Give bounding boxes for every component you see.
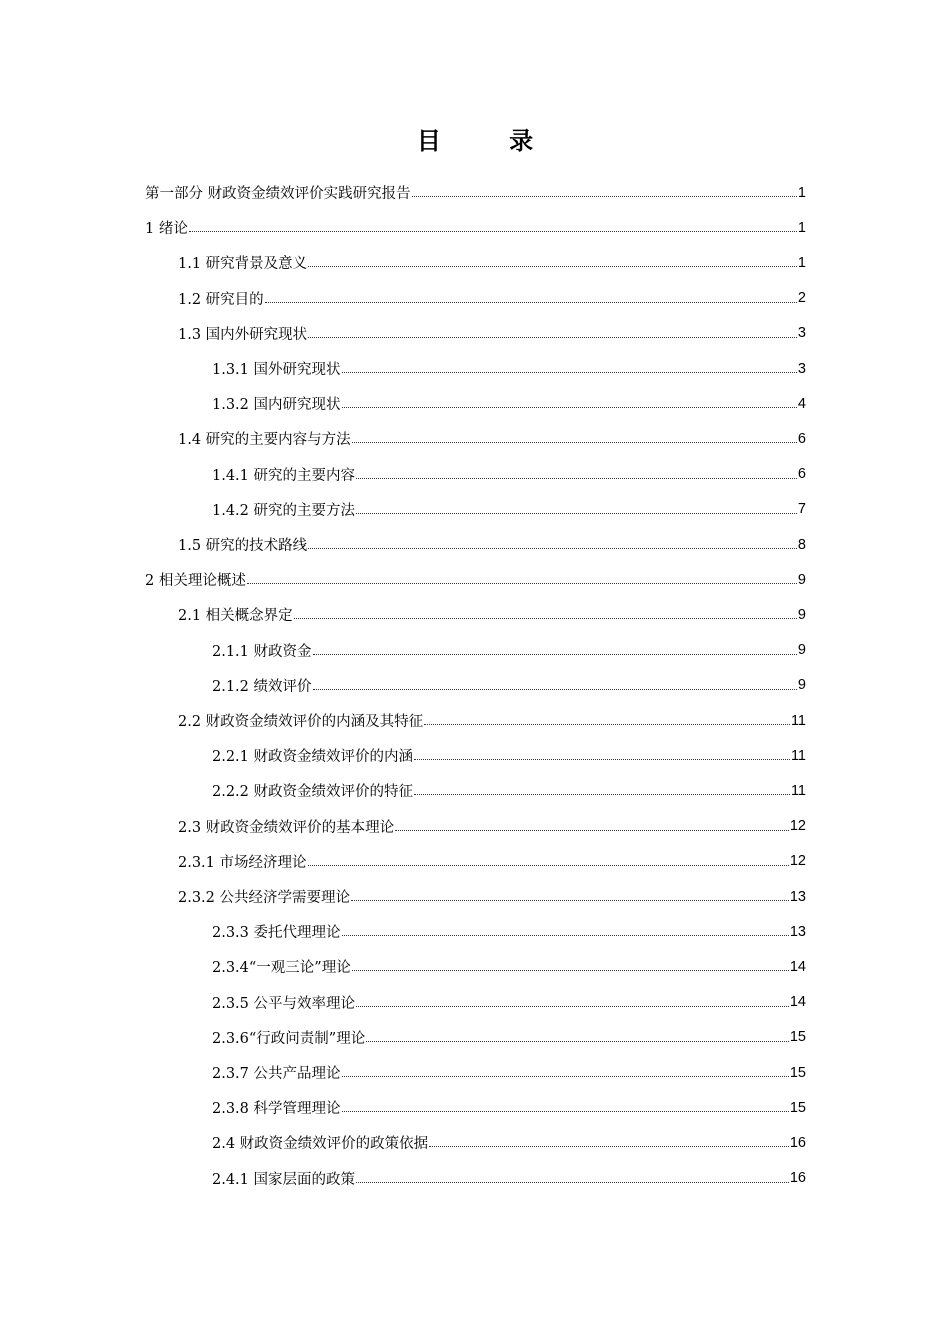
toc-entry[interactable] xyxy=(212,1125,806,1160)
toc-entry-label: 2.4.1 国家层面的政策 xyxy=(212,1171,356,1188)
toc-entry-label: 2.3.7 公共产品理论 xyxy=(212,1066,341,1082)
toc-entry[interactable] xyxy=(145,210,806,245)
toc-entry[interactable] xyxy=(178,421,806,456)
toc-entry-page-number: 7 xyxy=(797,501,806,518)
dot-leader xyxy=(395,816,789,831)
toc-entry[interactable] xyxy=(178,879,806,914)
toc-entry-page-number: 9 xyxy=(797,642,806,659)
toc-entry-page-number: 1 xyxy=(797,219,806,236)
toc-entry-label: 2.3.2 公共经济学需要理论 xyxy=(178,890,351,906)
dot-leader xyxy=(356,499,797,514)
toc-entry[interactable] xyxy=(178,809,806,844)
toc-entry[interactable] xyxy=(212,914,806,949)
dot-leader xyxy=(352,956,789,971)
toc-entry-page-number: 6 xyxy=(797,466,806,483)
toc-entry-label: 2.3.6“行政问责制”理论 xyxy=(212,1030,366,1047)
toc-entry[interactable] xyxy=(212,985,806,1020)
toc-entry[interactable] xyxy=(178,844,806,879)
toc-entry-page-number: 9 xyxy=(797,571,806,588)
toc-entry[interactable] xyxy=(212,351,806,386)
toc-entry[interactable] xyxy=(145,175,806,210)
toc-entry-page-number: 11 xyxy=(790,712,806,729)
toc-entry-page-number: 1 xyxy=(797,184,806,201)
dot-leader xyxy=(414,780,790,795)
toc-entry-label: 2.3.3 委托代理理论 xyxy=(212,925,341,942)
dot-leader xyxy=(412,182,797,197)
dot-leader xyxy=(429,1132,789,1147)
toc-entry-page-number: 1 xyxy=(797,254,806,271)
toc-entry-page-number: 16 xyxy=(789,1134,806,1151)
dot-leader xyxy=(356,992,789,1007)
toc-entry[interactable] xyxy=(212,633,806,668)
dot-leader xyxy=(342,358,797,373)
toc-entry-page-number: 15 xyxy=(789,1029,806,1046)
toc-entry-page-number: 11 xyxy=(790,747,806,764)
toc-entry-page-number: 3 xyxy=(797,325,806,342)
toc-entry-page-number: 8 xyxy=(797,536,806,553)
toc-entry-label: 第一部分 财政资金绩效评价实践研究报告 xyxy=(145,186,411,202)
dot-leader xyxy=(308,851,789,866)
toc-entry[interactable] xyxy=(212,1090,806,1125)
dot-leader xyxy=(342,921,789,936)
toc-entry-label: 1.4.1 研究的主要内容 xyxy=(212,467,356,484)
toc-entry-page-number: 13 xyxy=(789,923,806,940)
toc-entry-label: 2 相关理论概述 xyxy=(145,573,246,590)
toc-entry[interactable] xyxy=(212,668,806,703)
toc-entry-page-number: 14 xyxy=(789,994,806,1011)
toc-entry-page-number: 15 xyxy=(789,1099,806,1116)
toc-entry-page-number: 9 xyxy=(797,606,806,623)
toc-entry-page-number: 13 xyxy=(789,888,806,905)
dot-leader xyxy=(414,745,790,760)
toc-entry-label: 2.3.1 市场经济理论 xyxy=(178,854,307,871)
dot-leader xyxy=(294,604,797,619)
toc-entry-label: 1 绪论 xyxy=(145,221,188,238)
toc-entry[interactable] xyxy=(178,316,806,351)
toc-entry-label: 1.4 研究的主要内容与方法 xyxy=(178,432,351,449)
toc-entry-page-number: 12 xyxy=(789,818,806,835)
toc-entry-page-number: 3 xyxy=(797,360,806,377)
toc-entry-label: 2.3.8 科学管理理论 xyxy=(212,1101,341,1118)
toc-entry-label: 1.2 研究目的 xyxy=(178,291,264,308)
dot-leader xyxy=(342,393,797,408)
toc-entry-label: 1.5 研究的技术路线 xyxy=(178,538,308,554)
toc-entry[interactable] xyxy=(212,1020,806,1055)
toc-entry-label: 2.3 财政资金绩效评价的基本理论 xyxy=(178,819,395,836)
toc-entry[interactable] xyxy=(212,773,806,808)
toc-entry[interactable] xyxy=(212,492,806,527)
toc-entry[interactable] xyxy=(212,457,806,492)
toc-entry-page-number: 6 xyxy=(797,430,806,447)
dot-leader xyxy=(351,886,789,901)
toc-entry-page-number: 2 xyxy=(797,290,806,307)
dot-leader xyxy=(265,288,797,303)
toc-entry-label: 2.3.5 公平与效率理论 xyxy=(212,995,356,1012)
toc-entry[interactable] xyxy=(145,562,806,597)
dot-leader xyxy=(308,534,797,549)
toc-entry[interactable] xyxy=(212,1161,806,1196)
toc-entry[interactable] xyxy=(212,1055,806,1090)
dot-leader xyxy=(308,252,797,267)
page-title: 目 录 xyxy=(416,126,564,155)
dot-leader xyxy=(356,464,797,479)
toc-entry[interactable] xyxy=(178,245,806,280)
toc-entry-page-number: 9 xyxy=(797,677,806,694)
dot-leader xyxy=(189,217,797,232)
dot-leader xyxy=(352,428,797,443)
toc-entry-page-number: 14 xyxy=(789,958,806,975)
toc-entry[interactable] xyxy=(178,597,806,632)
toc-entry[interactable] xyxy=(212,738,806,773)
dot-leader xyxy=(424,710,790,725)
toc-entry[interactable] xyxy=(178,527,806,562)
toc-entry-label: 2.2.1 财政资金绩效评价的内涵 xyxy=(212,749,414,766)
toc-entry-label: 2.4 财政资金绩效评价的政策依据 xyxy=(212,1136,429,1153)
dot-leader xyxy=(247,569,797,584)
dot-leader xyxy=(308,323,797,338)
toc-entry-label: 2.2.2 财政资金绩效评价的特征 xyxy=(212,784,414,801)
dot-leader xyxy=(313,675,797,690)
toc-entry[interactable] xyxy=(178,703,806,738)
toc-entry-page-number: 12 xyxy=(789,853,806,870)
toc-entry-label: 2.2 财政资金绩效评价的内涵及其特征 xyxy=(178,714,424,730)
toc-entry-label: 2.1 相关概念界定 xyxy=(178,608,293,625)
dot-leader xyxy=(313,640,797,655)
toc-entry-page-number: 11 xyxy=(790,782,806,799)
toc-entry-page-number: 15 xyxy=(789,1064,806,1081)
toc-entry-label: 1.3.2 国内研究现状 xyxy=(212,397,341,414)
toc-entry[interactable] xyxy=(212,386,806,421)
toc-entry-label: 2.1.1 财政资金 xyxy=(212,643,312,660)
toc-entry-label: 2.1.2 绩效评价 xyxy=(212,678,312,695)
dot-leader xyxy=(356,1168,789,1183)
toc-entry-page-number: 4 xyxy=(797,395,806,412)
dot-leader xyxy=(342,1097,789,1112)
toc-entry-label: 1.3 国内外研究现状 xyxy=(178,326,308,343)
toc-entry-label: 2.3.4“一观三论”理论 xyxy=(212,960,351,977)
dot-leader xyxy=(342,1062,789,1077)
toc-entry-page-number: 16 xyxy=(789,1170,806,1187)
toc-entry-label: 1.1 研究背景及意义 xyxy=(178,256,308,273)
dot-leader xyxy=(366,1027,789,1042)
toc-entry-label: 1.4.2 研究的主要方法 xyxy=(212,502,356,519)
toc-entry[interactable] xyxy=(212,949,806,984)
toc-entry-label: 1.3.1 国外研究现状 xyxy=(212,362,341,378)
toc-entry[interactable] xyxy=(178,281,806,316)
